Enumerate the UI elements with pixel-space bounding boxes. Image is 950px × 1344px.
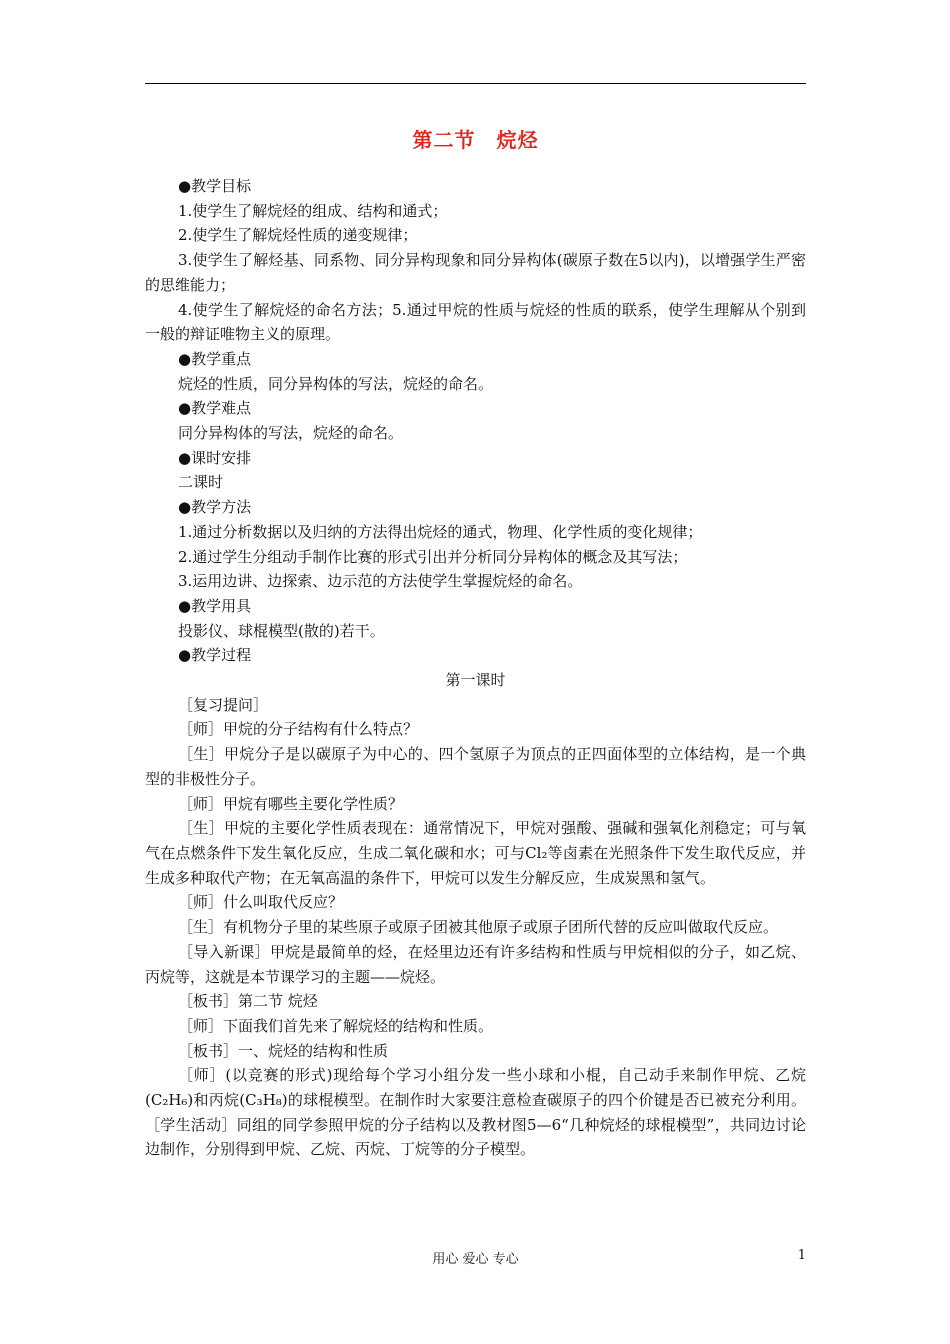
paragraph: ●教学方法 xyxy=(178,498,252,517)
paragraph: 3.运用边讲、边探索、边示范的方法使学生掌握烷烃的命名。 xyxy=(178,572,583,591)
paragraph: ●教学目标 xyxy=(178,177,252,195)
paragraph: 二课时 xyxy=(178,473,224,492)
paragraph: 1.通过分析数据以及归纳的方法得出烷烃的通式，物理、化学性质的变化规律； xyxy=(178,522,703,541)
paragraph: ［板书］一、烷烃的结构和性质 xyxy=(178,1041,389,1060)
paragraph: 2.通过学生分组动手制作比赛的形式引出并分析同分异构体的概念及其写法； xyxy=(178,547,688,566)
page-title: 第二节 烷烃 xyxy=(412,128,539,152)
paragraph: 投影仪、球棍模型(散的)若干。 xyxy=(178,621,385,640)
paragraph: ●教学重点 xyxy=(178,349,252,368)
paragraph: ［板书］第二节 烷烃 xyxy=(178,992,318,1011)
paragraph: 4.使学生了解烷烃的命名方法；5.通过甲烷的性质与烷烃的性质的联系，使学生理解从个别到一般的辩证唯物主义的原理。 xyxy=(145,300,806,344)
paragraph: ［生］甲烷分子是以碳原子为中心的、四个氢原子为顶点的正四面体型的立体结构，是一个典型的非极性分子。 xyxy=(145,745,806,788)
paragraph: 烷烃的性质，同分异构体的写法，烷烃的命名。 xyxy=(178,374,494,393)
page-number: 1 xyxy=(797,1248,806,1263)
paragraph: 同分异构体的写法，烷烃的命名。 xyxy=(178,424,404,443)
footer-motto: 用心 爱心 专心 xyxy=(432,1252,519,1267)
paragraph: ［导入新课］甲烷是最简单的烃，在烃里边还有许多结构和性质与甲烷相似的分子，如乙烷、丙烷等，这就是本节课学习的主题——烷烃。 xyxy=(145,942,806,986)
paragraph: ［师］(以竞赛的形式)现给每个学习小组分发一些小球和小棍，自己动手来制作甲烷、乙烷(C₂H₆)和丙烷(C₃H₈)的球棍模型。在制作时大家要注意检查碳原子的四个价键是否已被充分利用。［学生活动］同组的同学参照甲烷的分子结构以及教材图5—6“几种烷烃的球棍模型”，共同边讨论边制作，分别得到甲烷、乙烷、丙烷、丁烷等的分子模型。 xyxy=(145,1066,806,1159)
paragraph: 3.使学生了解烃基、同系物、同分异构现象和同分异构体(碳原子数在5以内)，以增强学生严密的思维能力； xyxy=(145,251,806,294)
paragraph: ●教学难点 xyxy=(178,399,252,418)
paragraph: ［生］甲烷的主要化学性质表现在：通常情况下，甲烷对强酸、强碱和强氧化剂稳定；可与氧气在点燃条件下发生氧化反应，生成二氧化碳和水；可与Cl₂等卤素在光照条件下发生取代反应，并生成多种取代产物；在无氧高温的条件下，甲烷可以发生分解反应，生成炭黑和氢气。 xyxy=(145,819,806,887)
paragraph: 1.使学生了解烷烃的组成、结构和通式； xyxy=(178,201,448,220)
paragraph: ［师］甲烷的分子结构有什么特点？ xyxy=(178,720,419,739)
paragraph: ●教学过程 xyxy=(178,646,252,665)
paragraph: ●教学用具 xyxy=(178,596,252,615)
paragraph: ［师］下面我们首先来了解烷烃的结构和性质。 xyxy=(178,1016,494,1035)
paragraph: ［师］甲烷有哪些主要化学性质？ xyxy=(178,794,404,813)
header-rule xyxy=(145,83,806,84)
document-body xyxy=(145,174,806,1162)
paragraph: 2.使学生了解烷烃性质的递变规律； xyxy=(178,226,418,245)
paragraph: ［师］什么叫取代反应？ xyxy=(178,893,344,912)
paragraph: ●课时安排 xyxy=(178,448,252,467)
paragraph: ［复习提问］ xyxy=(178,695,269,714)
paragraph: ［生］有机物分子里的某些原子或原子团被其他原子或原子团所代替的反应叫做取代反应。 xyxy=(178,918,779,937)
paragraph: 第一课时 xyxy=(445,671,506,690)
